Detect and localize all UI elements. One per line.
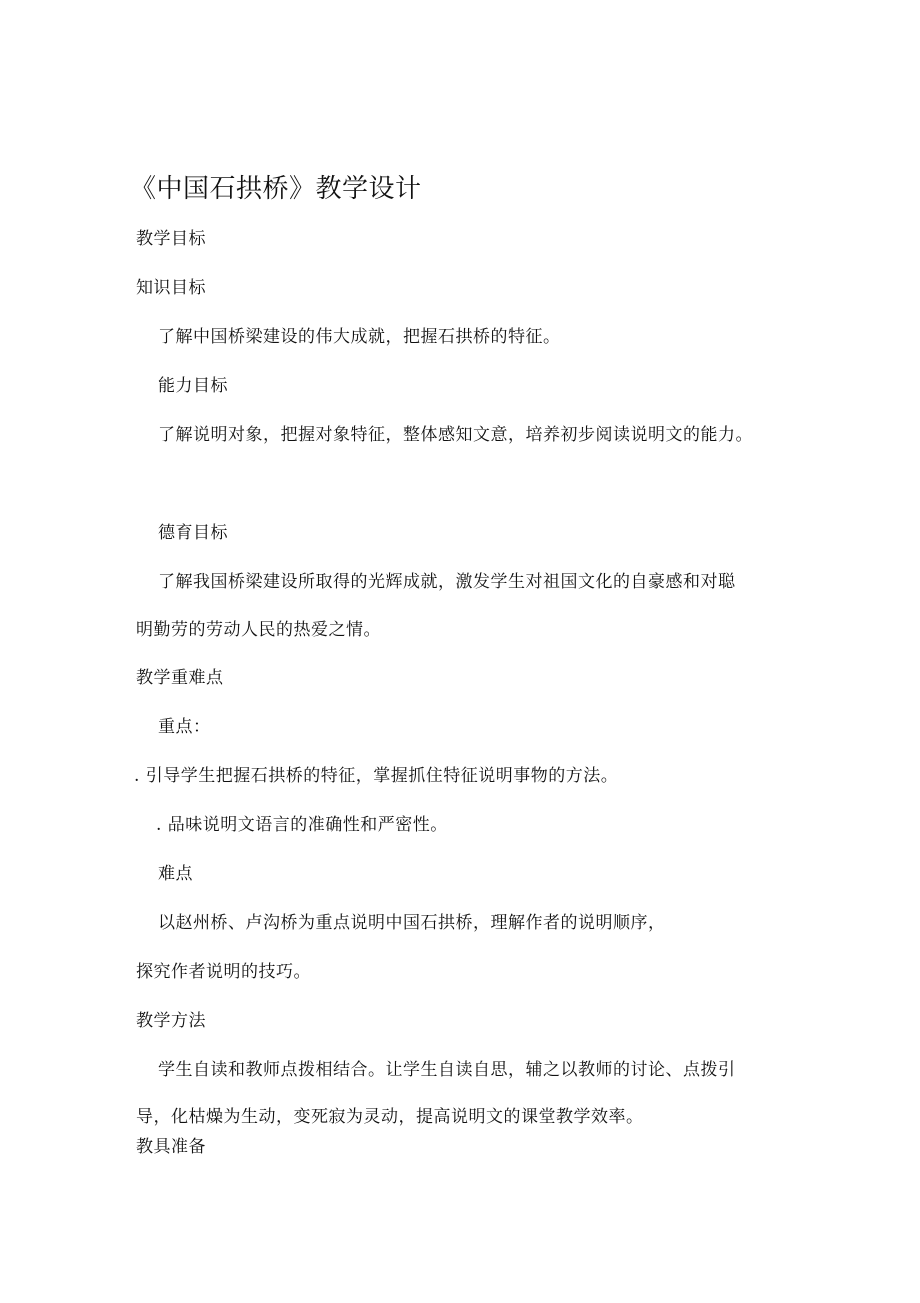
paragraph-ability: 了解说明对象，把握对象特征，整体感知文意，培养初步阅读说明文的能力。 [158, 425, 753, 445]
paragraph-moral-line1: 了解我国桥梁建设所取得的光辉成就，激发学生对祖国文化的自豪感和对聪 [158, 572, 736, 592]
section-heading-objectives: 教学目标 [136, 229, 206, 249]
label-focus: 重点： [158, 717, 211, 737]
subheading-moral: 德育目标 [158, 523, 228, 543]
section-heading-tools: 教具准备 [136, 1137, 206, 1157]
list-item-focus-2: . 品味说明文语言的准确性和严密性。 [156, 815, 448, 835]
paragraph-difficulty-line2: 探究作者说明的技巧。 [136, 962, 311, 982]
paragraph-methods-line1: 学生自读和教师点拨相结合。让学生自读自思，辅之以教师的讨论、点拨引 [158, 1060, 736, 1080]
section-heading-key-points: 教学重难点 [136, 668, 224, 688]
subheading-ability: 能力目标 [158, 376, 228, 396]
paragraph-methods-line2: 导，化枯燥为生动，变死寂为灵动，提高说明文的课堂教学效率。 [136, 1107, 644, 1127]
list-item-focus-1: . 引导学生把握石拱桥的特征，掌握抓住特征说明事物的方法。 [134, 766, 619, 786]
label-difficulty: 难点 [158, 864, 193, 884]
document-title: 《中国石拱桥》教学设计 [130, 174, 422, 204]
subheading-knowledge: 知识目标 [136, 278, 206, 298]
paragraph-knowledge: 了解中国桥梁建设的伟大成就，把握石拱桥的特征。 [158, 327, 561, 347]
paragraph-difficulty-line1: 以赵州桥、卢沟桥为重点说明中国石拱桥，理解作者的说明顺序， [158, 913, 666, 933]
paragraph-moral-line2: 明勤劳的劳动人民的热爱之情。 [136, 620, 381, 640]
section-heading-methods: 教学方法 [136, 1011, 206, 1031]
